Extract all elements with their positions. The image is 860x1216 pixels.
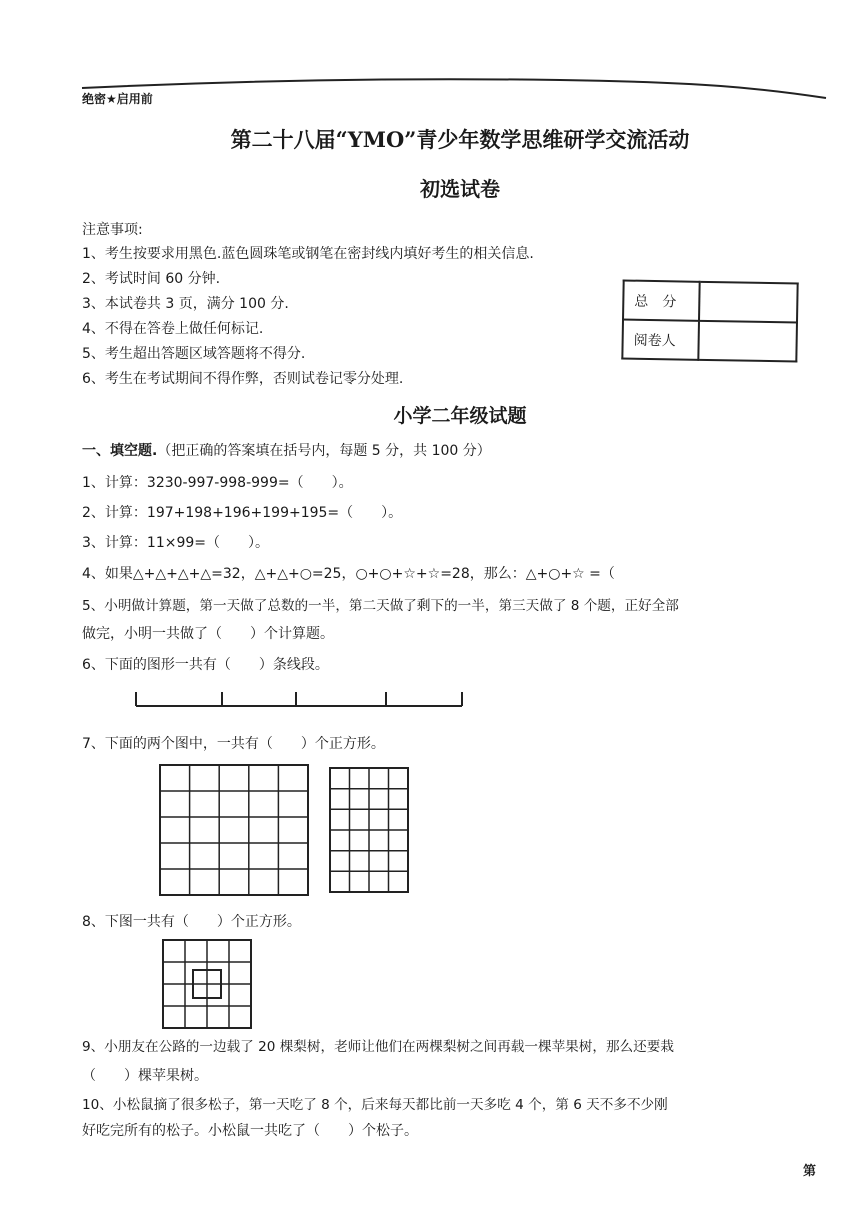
segment-figure xyxy=(130,688,470,718)
question-1: 1、计算：3230-997-998-999=（ ）。 xyxy=(82,475,353,491)
confidential-mark: 绝密★启用前 xyxy=(82,92,153,106)
score-row-grader xyxy=(622,319,797,361)
square-figure xyxy=(163,940,253,1030)
section-title: 小学二年级试题 xyxy=(393,405,527,427)
total-score-field[interactable] xyxy=(699,282,798,323)
note-item: 4、不得在答卷上做任何标记. xyxy=(82,321,264,337)
question-10-cont: 好吃完所有的松子。小松鼠一共吃了（ ）个松子。 xyxy=(82,1123,418,1139)
page-label: 第 xyxy=(803,1164,817,1179)
question-2: 2、计算：197+198+196+199+195=（ ）。 xyxy=(82,505,403,521)
grid-figure-b xyxy=(330,768,410,894)
question-9-cont: （ ）棵苹果树。 xyxy=(82,1068,208,1084)
part-instruction: （把正确的答案填在括号内，每题 5 分，共 100 分） xyxy=(157,443,491,459)
grid-figure-a xyxy=(160,765,310,897)
note-item: 2、考试时间 60 分钟. xyxy=(82,271,221,287)
score-row-total xyxy=(623,280,798,322)
note-item: 3、本试卷共 3 页，满分 100 分. xyxy=(82,296,289,312)
question-3: 3、计算：11×99=（ ）。 xyxy=(82,535,269,551)
part-heading xyxy=(82,440,491,460)
notes-heading: 注意事项: xyxy=(82,222,143,238)
score-table xyxy=(621,279,798,362)
question-5: 5、小明做计算题，第一天做了总数的一半，第二天做了剩下的一半，第三天做了 8 个题，正好全部 xyxy=(82,598,679,614)
question-6: 6、下面的图形一共有（ ）条线段。 xyxy=(82,657,329,673)
note-item: 6、考生在考试期间不得作弊，否则试卷记零分处理. xyxy=(82,371,404,387)
grader-label: 阅卷人 xyxy=(622,319,699,359)
part-label: 一、填空题. xyxy=(82,443,158,459)
grader-field[interactable] xyxy=(698,321,797,362)
question-8: 8、下图一共有（ ）个正方形。 xyxy=(82,914,301,930)
question-4: 4、如果△+△+△+△=32，△+△+○=25，○+○+☆+☆=28，那么：△+○+☆ =（ xyxy=(82,566,615,582)
question-7: 7、下面的两个图中，一共有（ ）个正方形。 xyxy=(82,736,385,752)
note-item: 1、考生按要求用黑色.蓝色圆珠笔或钢笔在密封线内填好考生的相关信息. xyxy=(82,246,534,262)
note-item: 5、考生超出答题区域答题将不得分. xyxy=(82,346,306,362)
exam-title: 第二十八届“YMO”青少年数学思维研学交流活动 xyxy=(230,127,690,152)
question-9: 9、小朋友在公路的一边载了 20 棵梨树，老师让他们在两棵梨树之间再载一棵苹果树，那么还要栽 xyxy=(82,1039,674,1055)
exam-subtitle: 初选试卷 xyxy=(420,177,500,201)
total-score-label: 总 分 xyxy=(623,280,700,320)
question-10: 10、小松鼠摘了很多松子，第一天吃了 8 个，后来每天都比前一天多吃 4 个，第 6 天不多不少刚 xyxy=(82,1097,668,1113)
question-5-cont: 做完，小明一共做了（ ）个计算题。 xyxy=(82,626,334,642)
